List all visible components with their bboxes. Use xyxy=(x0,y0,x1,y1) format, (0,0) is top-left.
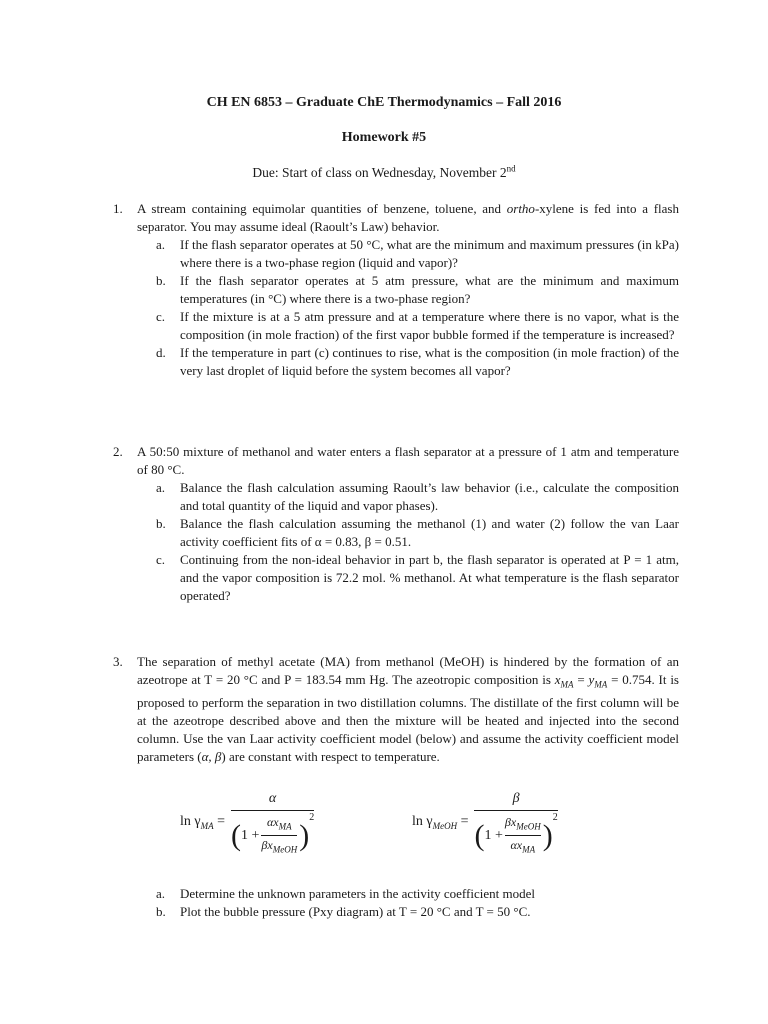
subscript: MeOH xyxy=(516,821,541,832)
problem-text xyxy=(137,200,679,236)
one-plus: 1 + xyxy=(484,827,503,843)
x-symbol: x xyxy=(554,672,561,687)
part-a xyxy=(156,479,679,515)
part-label: b. xyxy=(156,904,166,919)
part-c xyxy=(156,308,679,344)
part-label: a. xyxy=(156,886,166,901)
part-c xyxy=(156,551,679,605)
part-a xyxy=(156,236,679,272)
due-superscript: nd xyxy=(506,163,516,174)
inner-numerator xyxy=(505,813,541,835)
part-text: If the flash separator operates at 5 atm pressure, what are the minimum and maximum temperatures (in °C) where there is a two-phase region? xyxy=(180,273,679,306)
numerator: α xyxy=(268,791,277,806)
subscript: MA xyxy=(278,821,292,832)
one-plus: 1 + xyxy=(240,827,260,843)
problem-number: 2. xyxy=(113,444,123,459)
subscript: MA xyxy=(560,679,574,690)
part-label: d. xyxy=(156,345,166,360)
subscript: MA xyxy=(522,844,536,855)
problem-number: 1. xyxy=(113,201,123,216)
subscript: MA xyxy=(594,679,608,690)
inner-num-text: βx xyxy=(504,815,517,829)
part-label: c. xyxy=(156,552,166,567)
inner-num-text: αx xyxy=(266,815,279,829)
y-symbol: y xyxy=(588,672,595,687)
part-text: Continuing from the non-ideal behavior in part b, the flash separator is operated at P = 1 atm, and the vapor composition is 72.2 mol. % methanol. At what temperature is the flash separator operated? xyxy=(180,552,679,603)
course-title: CH EN 6853 – Graduate ChE Thermodynamics – Fall 2016 xyxy=(206,95,562,110)
part-a xyxy=(156,885,679,903)
part-text: Determine the unknown parameters in the activity coefficient model xyxy=(180,886,535,901)
part-label: a. xyxy=(156,480,166,495)
problem-text-part: -xylene is fed into a flash separator. You may assume ideal (Raoult’s Law) behavior. xyxy=(137,201,679,234)
part-label: b. xyxy=(156,273,166,288)
equation-lhs: $\ln \gamma_{MeOH}$ = xyxy=(412,814,469,832)
ln-gamma: ln γ xyxy=(180,814,201,830)
problem-text: A 50:50 mixture of methanol and water enters a flash separator at a pressure of 1 atm and temperature of 80 °C. xyxy=(137,444,679,477)
equals-sign: = xyxy=(573,672,589,687)
subscript: MeOH xyxy=(272,844,298,855)
left-paren: ( xyxy=(474,818,485,852)
problem-text-part: The separation of methyl acetate (MA) from methanol (MeOH) is hindered by the formation of an azeotrope at T = 20 °C and P = 183.54 mm Hg. The azeotropic composition is xyxy=(137,654,679,687)
problem-3 xyxy=(113,653,679,766)
inner-denominator xyxy=(261,836,297,858)
equation-meoh xyxy=(412,790,558,859)
part-label: a. xyxy=(156,237,166,252)
part-text: If the temperature in part (c) continues to rise, what is the composition (in mole fraction) of the very last droplet of liquid before the system becomes all vapor? xyxy=(180,345,679,378)
equation-lhs: $\ln \gamma_{MA}$ = xyxy=(180,814,225,832)
part-text: If the mixture is at a 5 atm pressure and at a temperature where there is no vapor, what is the composition (in mole fraction) of the first vapor bubble formed if the temperature is increased? xyxy=(180,309,679,342)
model-parameters: α, β xyxy=(201,748,222,764)
part-b xyxy=(156,272,679,308)
problem-text-part: = 0.754. It is proposed to perform the separation in two distillation columns. The distillate of the first column will be at the azeotrope described above and then the mixture will be heated and injected into the second column. Use the van Laar activity coefficient model (below) and assume the activity coefficient model parameters ( xyxy=(137,672,679,764)
problem-3-parts xyxy=(113,885,679,921)
part-d xyxy=(156,344,679,380)
part-text: Balance the flash calculation assuming Raoult’s law behavior (i.e., calculate the composition and total quantity of the liquid and vapor phases). xyxy=(180,480,679,513)
part-label: c. xyxy=(156,309,166,324)
left-paren: ( xyxy=(230,818,241,852)
homework-title: Homework #5 xyxy=(341,130,427,145)
problem-text-part: ) are constant with respect to temperature. xyxy=(221,748,440,764)
right-paren: ) xyxy=(299,818,310,852)
part-text: Plot the bubble pressure (Pxy diagram) at T = 20 °C and T = 50 °C. xyxy=(180,904,531,919)
due-date xyxy=(0,164,768,182)
numerator: β xyxy=(512,791,520,806)
exponent: 2 xyxy=(309,812,315,823)
inner-den-text: βx xyxy=(261,838,273,853)
equation-ma xyxy=(180,790,314,859)
denominator xyxy=(474,811,557,859)
exponent: 2 xyxy=(552,812,558,823)
denominator xyxy=(231,811,314,859)
fraction xyxy=(231,790,314,859)
subscript: MeOH xyxy=(432,821,458,832)
subscript: MA xyxy=(200,821,214,832)
fraction xyxy=(474,790,557,859)
problem-text xyxy=(137,653,679,766)
inner-den-text: αx xyxy=(510,838,523,853)
part-text: Balance the flash calculation assuming the methanol (1) and water (2) follow the van Laar activity coefficient fits of α = 0.83, β = 0.51. xyxy=(180,516,679,549)
van-laar-equations xyxy=(180,790,600,860)
part-b xyxy=(156,515,679,551)
due-text: Due: Start of class on Wednesday, November 2 xyxy=(252,165,507,180)
right-paren: ) xyxy=(542,818,553,852)
problem-text-part: A stream containing equimolar quantities of benzene, toluene, and xyxy=(137,201,507,216)
italic-word: ortho xyxy=(506,201,535,216)
problem-1 xyxy=(113,200,679,380)
inner-denominator xyxy=(510,836,535,858)
inner-fraction xyxy=(261,813,297,859)
part-text: If the flash separator operates at 50 °C, what are the minimum and maximum pressures (in kPa) where there is a two-phase region (liquid and vapor)? xyxy=(180,237,679,270)
problem-number: 3. xyxy=(113,654,123,669)
inner-fraction xyxy=(505,813,541,859)
part-b xyxy=(156,903,679,921)
part-label: b. xyxy=(156,516,166,531)
ln-gamma: ln γ xyxy=(412,814,433,830)
inner-numerator xyxy=(267,813,292,835)
problem-2 xyxy=(113,443,679,605)
